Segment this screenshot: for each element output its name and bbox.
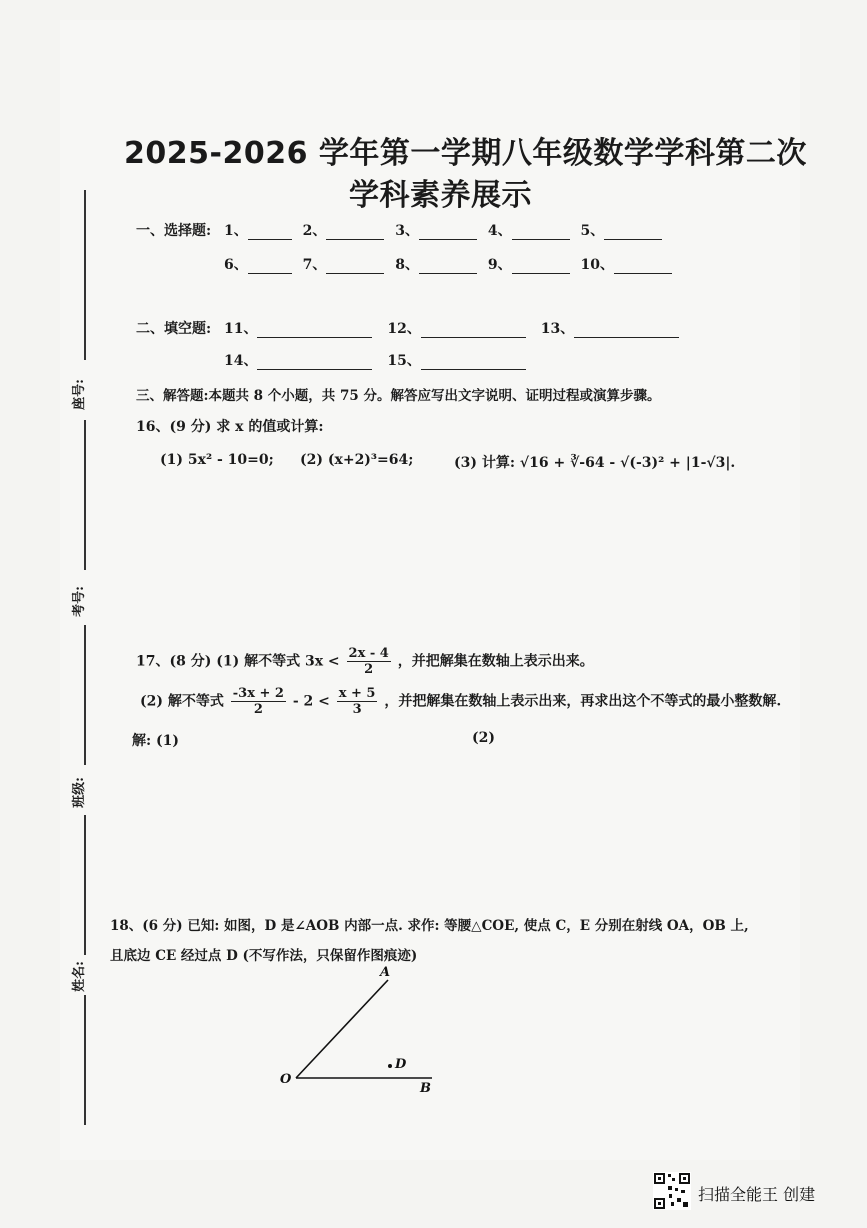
fill-15-blank[interactable]: [421, 355, 526, 370]
mc-8-label: 8、: [395, 257, 419, 273]
mc-5-blank[interactable]: [604, 225, 662, 240]
q16-part3-expression: √16 + ∛-64 - √(-3)² + |1-√3|.: [519, 455, 736, 471]
q18-line2: 且底边 CE 经过点 D (不写作法，只保留作图痕迹): [110, 948, 418, 964]
mc-8-blank[interactable]: [419, 259, 477, 274]
fill-row2: [224, 350, 526, 370]
mc-row1: [224, 220, 662, 240]
mc-7-label: 7、: [302, 257, 327, 273]
class-label: 班级:: [71, 777, 87, 808]
mc-3-label: 3、: [395, 223, 419, 239]
mc-6-label: 6、: [224, 257, 248, 273]
qr-code-icon: [653, 1172, 691, 1210]
label-b: B: [420, 1081, 431, 1096]
fraction-denominator: 3: [352, 702, 362, 717]
label-o: O: [280, 1072, 292, 1087]
mc-row2: [224, 254, 672, 274]
q17-part2-prefix: (2) 解不等式: [140, 693, 224, 710]
q17-part2-middle: - 2 <: [292, 693, 330, 710]
q16-stem: 16、(9 分) 求 x 的值或计算:: [136, 419, 324, 435]
binding-line-5: [84, 995, 86, 1125]
q16-part3: [454, 452, 735, 472]
mc-4-label: 4、: [487, 223, 512, 239]
q17-part2-suffix: ，并把解集在数轴上表示出来，再求出这个不等式的最小整数解.: [384, 693, 782, 710]
fill-14-blank[interactable]: [257, 355, 372, 370]
page-title-line1: 2025-2026 学年第一学期八年级数学学科第二次: [124, 136, 807, 171]
q17-part1-fraction: [347, 646, 391, 677]
mc-10-label: 10、: [580, 257, 614, 273]
fraction-numerator: -3x + 2: [232, 686, 284, 701]
q17-part2: [140, 686, 781, 717]
fill-12-blank[interactable]: [421, 323, 526, 338]
binding-line-3: [84, 625, 86, 765]
mc-1-label: 1、: [224, 223, 248, 239]
q16-part3-prefix: (3) 计算:: [454, 455, 516, 471]
point-d: [388, 1064, 392, 1068]
ray-oa: [296, 980, 388, 1078]
q17-part2-fraction-2: [337, 686, 378, 717]
fraction-numerator: 2x - 4: [348, 646, 389, 661]
mc-6-blank[interactable]: [248, 259, 292, 274]
name-label: 姓名:: [71, 961, 87, 992]
binding-line-4: [84, 815, 86, 955]
q17-part2-fraction-1: [231, 686, 286, 717]
q16-part1: (1) 5x² - 10=0;: [160, 452, 274, 468]
exam-no-label: 考号:: [71, 586, 87, 617]
angle-aob-figure: [270, 960, 440, 1100]
page-title-line2: 学科素养展示: [349, 178, 532, 213]
section3-label: 三、解答题:本题共 8 个小题，共 75 分。解答应写出文字说明、证明过程或演算步骤。: [136, 388, 661, 404]
fill-13-label: 13、: [540, 321, 575, 337]
fill-15-label: 15、: [387, 353, 421, 369]
mc-9-label: 9、: [487, 257, 512, 273]
mc-1-blank[interactable]: [248, 225, 292, 240]
q17-part1: [136, 646, 594, 677]
section1-label: 一、选择题:: [136, 223, 212, 239]
mc-7-blank[interactable]: [326, 259, 384, 274]
q16-part2: (2) (x+2)³=64;: [300, 452, 414, 468]
fill-11-blank[interactable]: [257, 323, 372, 338]
binding-line-2: [84, 420, 86, 570]
mc-4-blank[interactable]: [512, 225, 570, 240]
mc-5-label: 5、: [580, 223, 605, 239]
label-a: A: [380, 965, 391, 980]
mc-2-label: 2、: [302, 223, 327, 239]
scanner-watermark: 扫描全能王 创建: [698, 1185, 816, 1204]
q17-answer1-label: 解: (1): [132, 733, 180, 749]
fill-11-label: 11、: [224, 321, 258, 337]
q17-answer2-label: (2): [472, 730, 495, 746]
mc-2-blank[interactable]: [326, 225, 384, 240]
label-d: D: [395, 1057, 407, 1072]
fill-12-label: 12、: [387, 321, 421, 337]
fraction-numerator: x + 5: [338, 686, 376, 701]
q18-line1: 18、(6 分) 已知: 如图，D 是∠AOB 内部一点. 求作: 等腰△COE, 使点 C，E 分别在射线 OA，OB 上,: [110, 918, 749, 934]
q17-part1-prefix: 17、(8 分) (1) 解不等式 3x <: [136, 653, 340, 670]
seat-label: 座号:: [71, 379, 87, 410]
fraction-denominator: 2: [364, 662, 374, 677]
fill-row1: [224, 318, 679, 338]
q17-part1-suffix: ，并把解集在数轴上表示出来。: [397, 653, 594, 670]
mc-3-blank[interactable]: [419, 225, 477, 240]
fraction-denominator: 2: [253, 702, 263, 717]
fill-13-blank[interactable]: [574, 323, 679, 338]
section2-label: 二、填空题:: [136, 321, 212, 337]
mc-9-blank[interactable]: [512, 259, 570, 274]
mc-10-blank[interactable]: [614, 259, 672, 274]
fill-14-label: 14、: [224, 353, 258, 369]
binding-line-1: [84, 190, 86, 360]
